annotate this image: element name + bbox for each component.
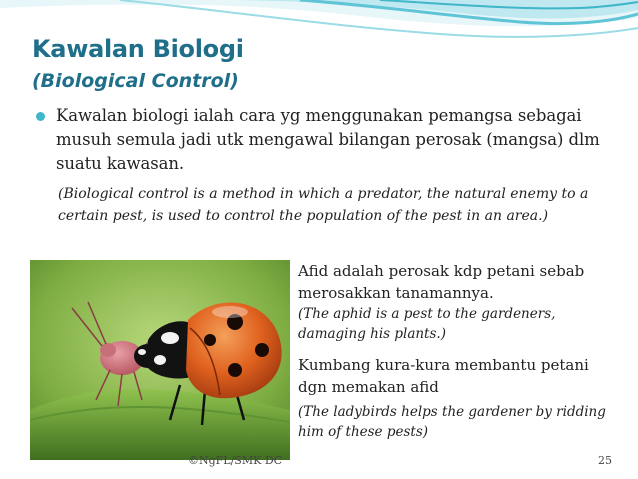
aphid-caption-english: (The aphid is a pest to the gardeners, damaging his plants.) <box>298 306 556 342</box>
definition-english: (Biological control is a method in which a predator, the natural enemy to a certain pest, is used to control the population of the pest in an area.) <box>58 186 589 224</box>
slide-title: Kawalan Biologi <box>32 35 244 63</box>
footer-credit: ©NgFL/SMK DC <box>188 454 283 467</box>
ladybird-caption-english: (The ladybirds helps the gardener by ridding him of these pests) <box>298 404 606 440</box>
page-number: 25 <box>598 454 612 467</box>
bullet-dot-icon <box>36 112 45 121</box>
definition-malay: Kawalan biologi ialah cara yg menggunakan pemangsa sebagai musuh semula jadi utk mengawal bilangan perosak (mangsa) dlm suatu kawasan. <box>56 106 600 173</box>
aphid-caption-malay: Afid adalah perosak kdp petani sebab merosakkan tanamannya. <box>298 262 585 302</box>
ladybird-aphid-photo <box>30 260 290 460</box>
slide-subtitle: (Biological Control) <box>32 70 239 92</box>
ladybird-caption-malay: Kumbang kura-kura membantu petani dgn memakan afid <box>298 356 589 396</box>
